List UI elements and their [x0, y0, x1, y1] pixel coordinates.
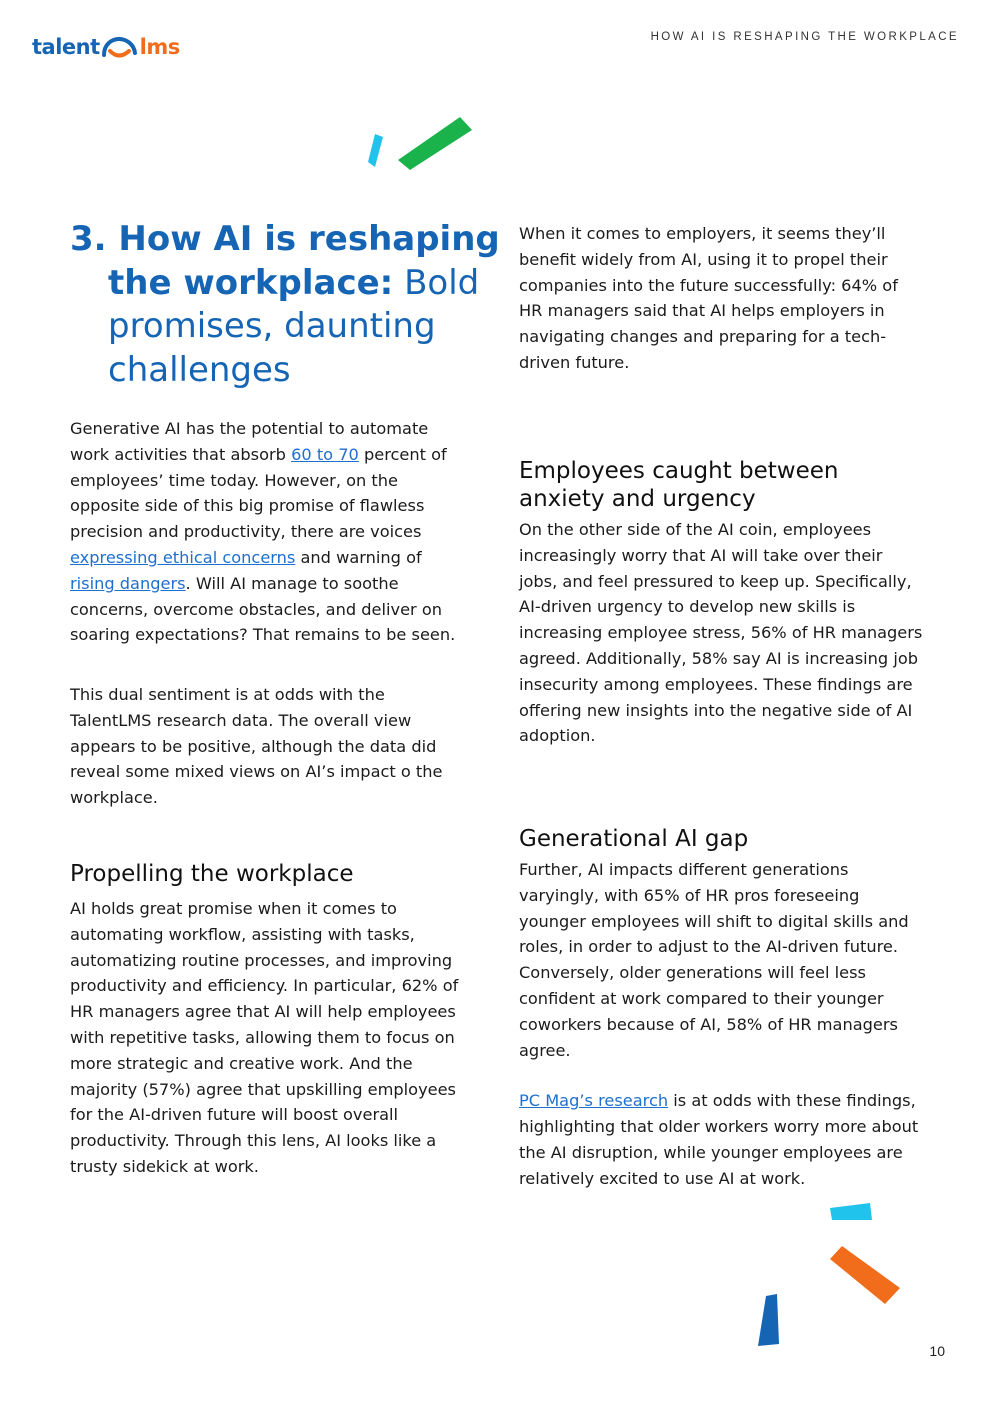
orange-bar-shape [830, 1246, 900, 1304]
logo-lms-text: lms [139, 35, 180, 59]
intro-paragraph-1 [70, 416, 470, 648]
employees-section [519, 457, 923, 749]
top-confetti-decoration [362, 112, 477, 177]
propelling-section [70, 860, 470, 1180]
employers-section [519, 221, 923, 376]
intro-text-d: . Will AI manage to soothe concerns, overcome obstacles, and deliver on soaring expectations? That remains to be seen. [70, 573, 456, 645]
link-ethical-concerns[interactable]: expressing ethical concerns [70, 547, 296, 567]
logo-cloud-icon [101, 34, 139, 60]
intro-text-b: percent of employees’ time today. However, on the opposite side of this big promise of flawless precision and productivity, there are voices [70, 444, 447, 542]
link-60-to-70[interactable]: 60 to 70 [291, 444, 359, 464]
employees-body: On the other side of the AI coin, employees increasingly worry that AI will take over their jobs, and feel pressured to keep up. Specifically, AI-driven urgency to develop new skills is increasing employee stress, 56% of HR managers agreed. Additionally, 58% say AI is increasing job insecurity among employees. These findings are offering new insights into the negative side of AI adoption. [519, 520, 923, 746]
running-head: HOW AI IS RESHAPING THE WORKPLACE [650, 31, 959, 43]
intro-text-c: and warning of [295, 547, 422, 567]
green-stroke-shape [398, 117, 472, 170]
link-pc-mag-research[interactable]: PC Mag’s research [519, 1091, 669, 1111]
generational-body: Further, AI impacts different generations varyingly, with 65% of HR pros foreseeing younger employees will shift to digital skills and roles, in order to adjust to the AI-driven future. Conversely, older generations will feel less confident at work compared to their younger coworkers because of AI, 58% of HR managers agree. [519, 860, 909, 1060]
employers-body: When it comes to employers, it seems they’ll benefit widely from AI, using it to propel their companies into the future successfully: 64% of HR managers said that AI helps employers in navigating changes and preparing for a tech-driven future. [519, 224, 898, 372]
bottom-confetti-decoration [750, 1196, 910, 1356]
employees-heading: Employees caught between anxiety and urgency [519, 458, 839, 512]
title-regular-part: Bold promises, daunting challenges [108, 262, 480, 390]
logo-talent-text: talent [32, 35, 100, 59]
link-rising-dangers[interactable]: rising dangers [70, 573, 186, 593]
cyan-bar-shape [830, 1203, 872, 1220]
talentlms-logo [32, 30, 180, 64]
propelling-body: AI holds great promise when it comes to automating workflow, assisting with tasks, automatizing routine processes, and improving productivity and efficiency. In particular, 62% of HR managers agree that AI will help employees with repetitive tasks, allowing them to focus on more strategic and creative work. And the majority (57%) agree that upskilling employees for the AI-driven future will boost overall productivity. Through this lens, AI looks like a trusty sidekick at work. [70, 899, 459, 1176]
intro-paragraph-2: This dual sentiment is at odds with the TalentLMS research data. The overall view appears to be positive, although the data did reveal some mixed views on AI’s impact o the workplace. [70, 685, 443, 808]
generational-section [519, 825, 923, 1192]
intro-text-a: Generative AI has the potential to automate work activities that absorb [70, 419, 429, 464]
cyan-stroke-shape [368, 134, 383, 167]
page-number: 10 [929, 1343, 945, 1359]
generational-heading: Generational AI gap [519, 826, 749, 852]
intro-paragraph-2-block [70, 682, 470, 811]
title-bold-part: 3. How AI is reshaping the workplace: [70, 219, 500, 303]
intro-section [70, 416, 470, 648]
page-title [70, 218, 528, 392]
generational-paragraph-2 [519, 1088, 923, 1191]
blue-bar-shape [758, 1294, 779, 1346]
propelling-heading: Propelling the workplace [70, 861, 354, 887]
generational-p2-text: is at odds with these findings, highlighting that older workers worry more about the AI disruption, while younger employees are relatively excited to use AI at work. [519, 1091, 919, 1188]
